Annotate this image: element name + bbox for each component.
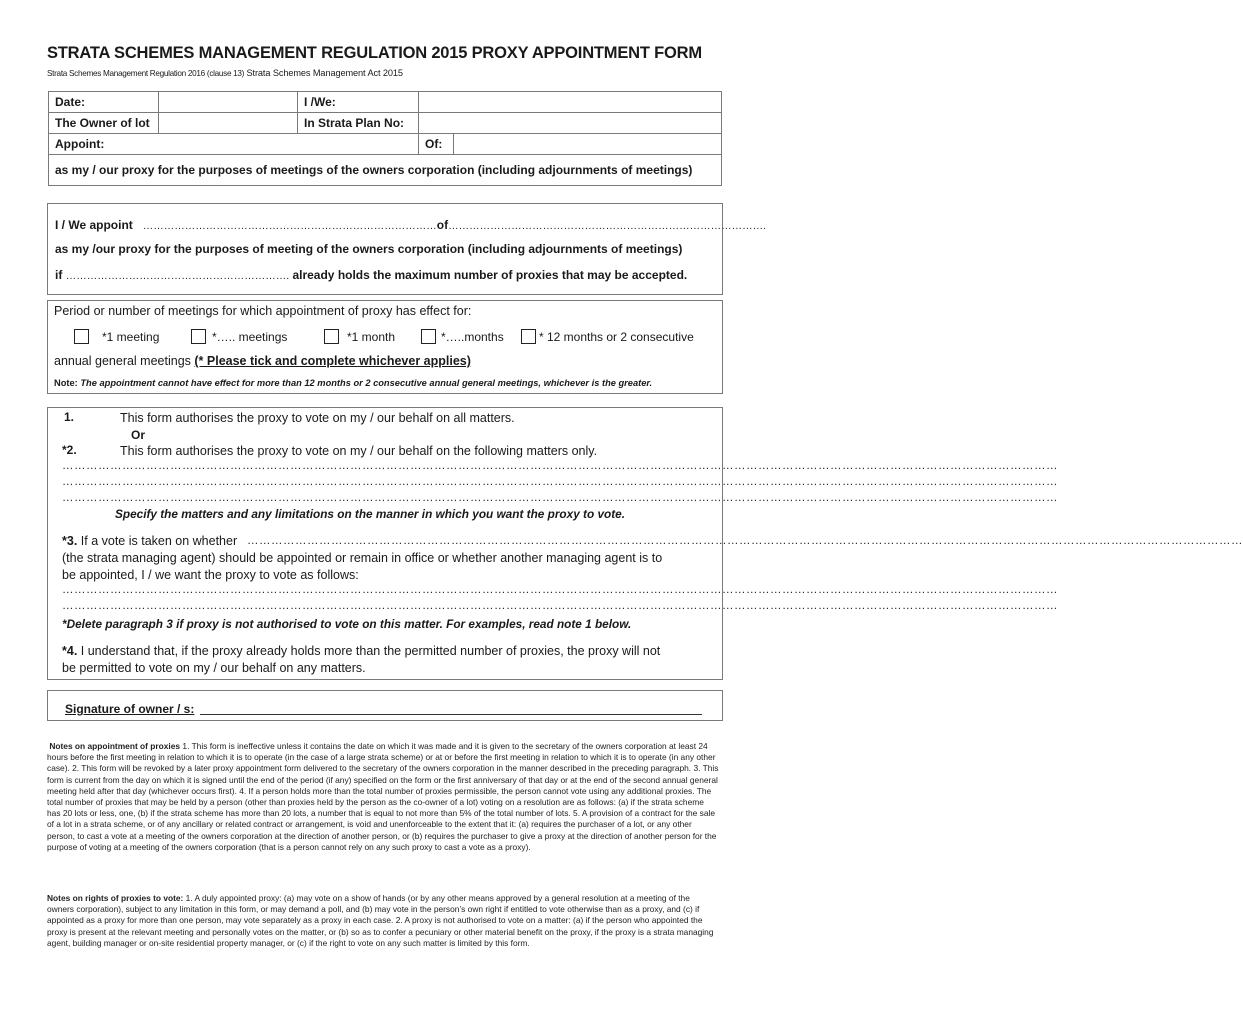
proxy-purpose-statement: as my / our proxy for the purposes of meetings of the owners corporation (including adjournments of meetings) [49,155,722,186]
period-note: Note: The appointment cannot have effect for more than 12 months or 2 consecutive annual general meetings, whichever is the greater. [54,378,653,388]
specify-instruction: Specify the matters and any limitations on the manner in which you want the proxy to vote. [115,507,625,521]
option-1-month: *1 month [347,330,396,344]
owner-of-lot-label: The Owner of lot [49,113,159,134]
appointment-details-table [48,91,722,186]
strata-plan-field[interactable] [419,113,722,134]
delete-paragraph-3-note: *Delete paragraph 3 if proxy is not authorised to vote on this matter. For examples, read note 1 below. [62,617,632,631]
regulation-reference: Strata Schemes Management Regulation 2016 (clause 13) [47,69,245,78]
period-heading: Period or number of meetings for which appointment of proxy has effect for: [54,304,472,318]
vote-instruction-line-1[interactable]: …………………………………………………………………………………………………………………………………………………………………………………………………………………………… [62,584,1058,596]
option-12-months: * 12 months or 2 consecutive [539,330,694,344]
paragraph-3-third-line: be appointed, I / we want the proxy to vote as follows: [62,568,359,582]
act-reference: Strata Schemes Management Act 2015 [246,68,403,78]
option-1-meeting: *1 meeting [102,330,160,344]
lot-field[interactable] [159,113,298,134]
alternate-proxy-name-blank[interactable]: ………………………………………………………………………… [142,220,437,232]
paragraph-1-number: 1. [64,410,75,424]
paragraph-4-second-line: be permitted to vote on my / our behalf on any matters. [62,661,366,675]
of-label: Of: [419,134,454,155]
or-separator: Or [131,428,146,442]
paragraph-1-text: This form authorises the proxy to vote on my / our behalf on all matters. [120,411,515,425]
iwe-label: I /We: [298,92,419,113]
matters-line-2[interactable]: …………………………………………………………………………………………………………………………………………………………………………………………………………………………… [62,476,1058,488]
checkbox-n-meetings[interactable] [191,329,206,344]
checkbox-1-meeting[interactable] [74,329,89,344]
of-field[interactable] [454,134,722,155]
form-subtitle [47,68,403,78]
date-label: Date: [49,92,159,113]
matters-line-3[interactable]: …………………………………………………………………………………………………………………………………………………………………………………………………………………………… [62,492,1058,504]
appointment-notes-text: 1. This form is ineffective unless it contains the date on which it was made and it is given to the secretary of the owners corporation at least 24 hours before the first meeting in relation to which it is to operate (in the case of a large strata scheme) or at or before the first meeting in relation to which it is to operate (in any other case). 2. This form will be revoked by a later proxy appointment form delivered to the secretary of the owners corporation in the manner described in the preceding paragraph. 3. This form is current from the day on which it is signed until the end of the period (if any) specified on the form or the first anniversary of that day or at the end of the second annual general meeting held after that day (whichever occurs first). 4. If a person holds more than the total number of proxies permissible, the person cannot vote using any additional proxies. The total number of proxies that may be held by a person (other than proxies held by the person as the co-owner of a lot) voting on a resolution are as follows: (a) if the strata scheme has 20 lots or less, one, (b) if the strata scheme has more than 20 lots, a number that is equal to not more than 5% of the total number of lots. 5. A provision of a contract for the sale of a lot in a strata scheme, or of any ancillary or related contract or arrangement, is void and unenforceable to the extent that it: (a) requires the purchaser of a lot, or any other person, to cast a vote at a meeting of the owners corporation at the direction of another person, or (b) requires the purchaser to give a proxy at the direction of another person for the purpose of voting at a meeting of the owners corporation (that is a person cannot rely on any such proxy to cast a vote as a proxy). [47,741,719,852]
appointment-notes-heading: Notes on appointment of proxies [49,741,181,751]
matters-line-1[interactable]: …………………………………………………………………………………………………………………………………………………………………………………………………………………………… [62,460,1058,472]
alternate-condition-line: if ………………………………………………………. already holds the maximum number of proxies that may be accepted. [55,268,688,282]
paragraph-4-first-line: *4. I understand that, if the proxy already holds more than the permitted number of proxies, the proxy will not [62,644,661,658]
appointment-notes [47,741,719,853]
paragraph-2-number: *2. [62,443,77,457]
paragraph-2-text: This form authorises the proxy to vote on my / our behalf on the following matters only. [120,444,598,458]
period-continuation: annual general meetings (* Please tick and complete whichever applies) [54,354,471,368]
checkbox-1-month[interactable] [324,329,339,344]
alternate-condition-blank[interactable]: ………………………………………………………. [65,270,290,282]
paragraph-3-first-line: *3. If a vote is taken on whether [62,534,238,548]
vote-instruction-line-2[interactable]: …………………………………………………………………………………………………………………………………………………………………………………………………………………………… [62,600,1058,612]
alternate-proxy-address-blank[interactable]: ………………………………………………………………………………. [448,220,767,232]
form-title: STRATA SCHEMES MANAGEMENT REGULATION 2015 PROXY APPOINTMENT FORM [47,44,702,62]
alternate-purpose-line: as my /our proxy for the purposes of meeting of the owners corporation (including adjournments of meetings) [55,242,683,256]
appoint-label: Appoint: [49,134,159,155]
signature-line[interactable] [200,714,702,715]
signature-label: Signature of owner / s: [65,702,195,716]
rights-notes [47,893,719,949]
appoint-field[interactable] [159,134,419,155]
strata-plan-label: In Strata Plan No: [298,113,419,134]
period-instruction: (* Please tick and complete whichever applies) [194,354,471,368]
managing-agent-blank[interactable]: …………………………………………………………………………………………………………………………………………………………………………………………………………………………… [247,535,1243,547]
rights-notes-text: 1. A duly appointed proxy: (a) may vote on a show of hands (or by any other means approved by a general resolution at a meeting of the owners corporation), subject to any limitation in this form, or may demand a poll, and (b) may vote in the person’s own right if entitled to vote otherwise than as a proxy, and (c) if appointed as a proxy for more than one person, may vote separately as a proxy in each case. 2. A proxy is not authorised to vote on a matter: (a) if the person who appointed the proxy is present at the relevant meeting and personally votes on the matter, or (b) so as to confer a pecuniary or other material benefit on the proxy, if the proxy is a strata managing agent, building manager or on-site residential property manager, or (c) if the right to vote on any such matter is limited by this form. [47,893,714,948]
checkbox-12-months[interactable] [521,329,536,344]
date-field[interactable] [159,92,298,113]
alternate-appoint-line: I / We appoint …………………………………………………………………………of………………………………………………………………………………. [55,218,767,232]
paragraph-3-second-line: (the strata managing agent) should be appointed or remain in office or whether another managing agent is to [62,551,663,565]
rights-notes-heading: Notes on rights of proxies to vote: [47,893,184,903]
checkbox-n-months[interactable] [421,329,436,344]
option-n-meetings: *….. meetings [212,330,288,344]
option-n-months: *…..months [441,330,504,344]
iwe-field[interactable] [419,92,722,113]
